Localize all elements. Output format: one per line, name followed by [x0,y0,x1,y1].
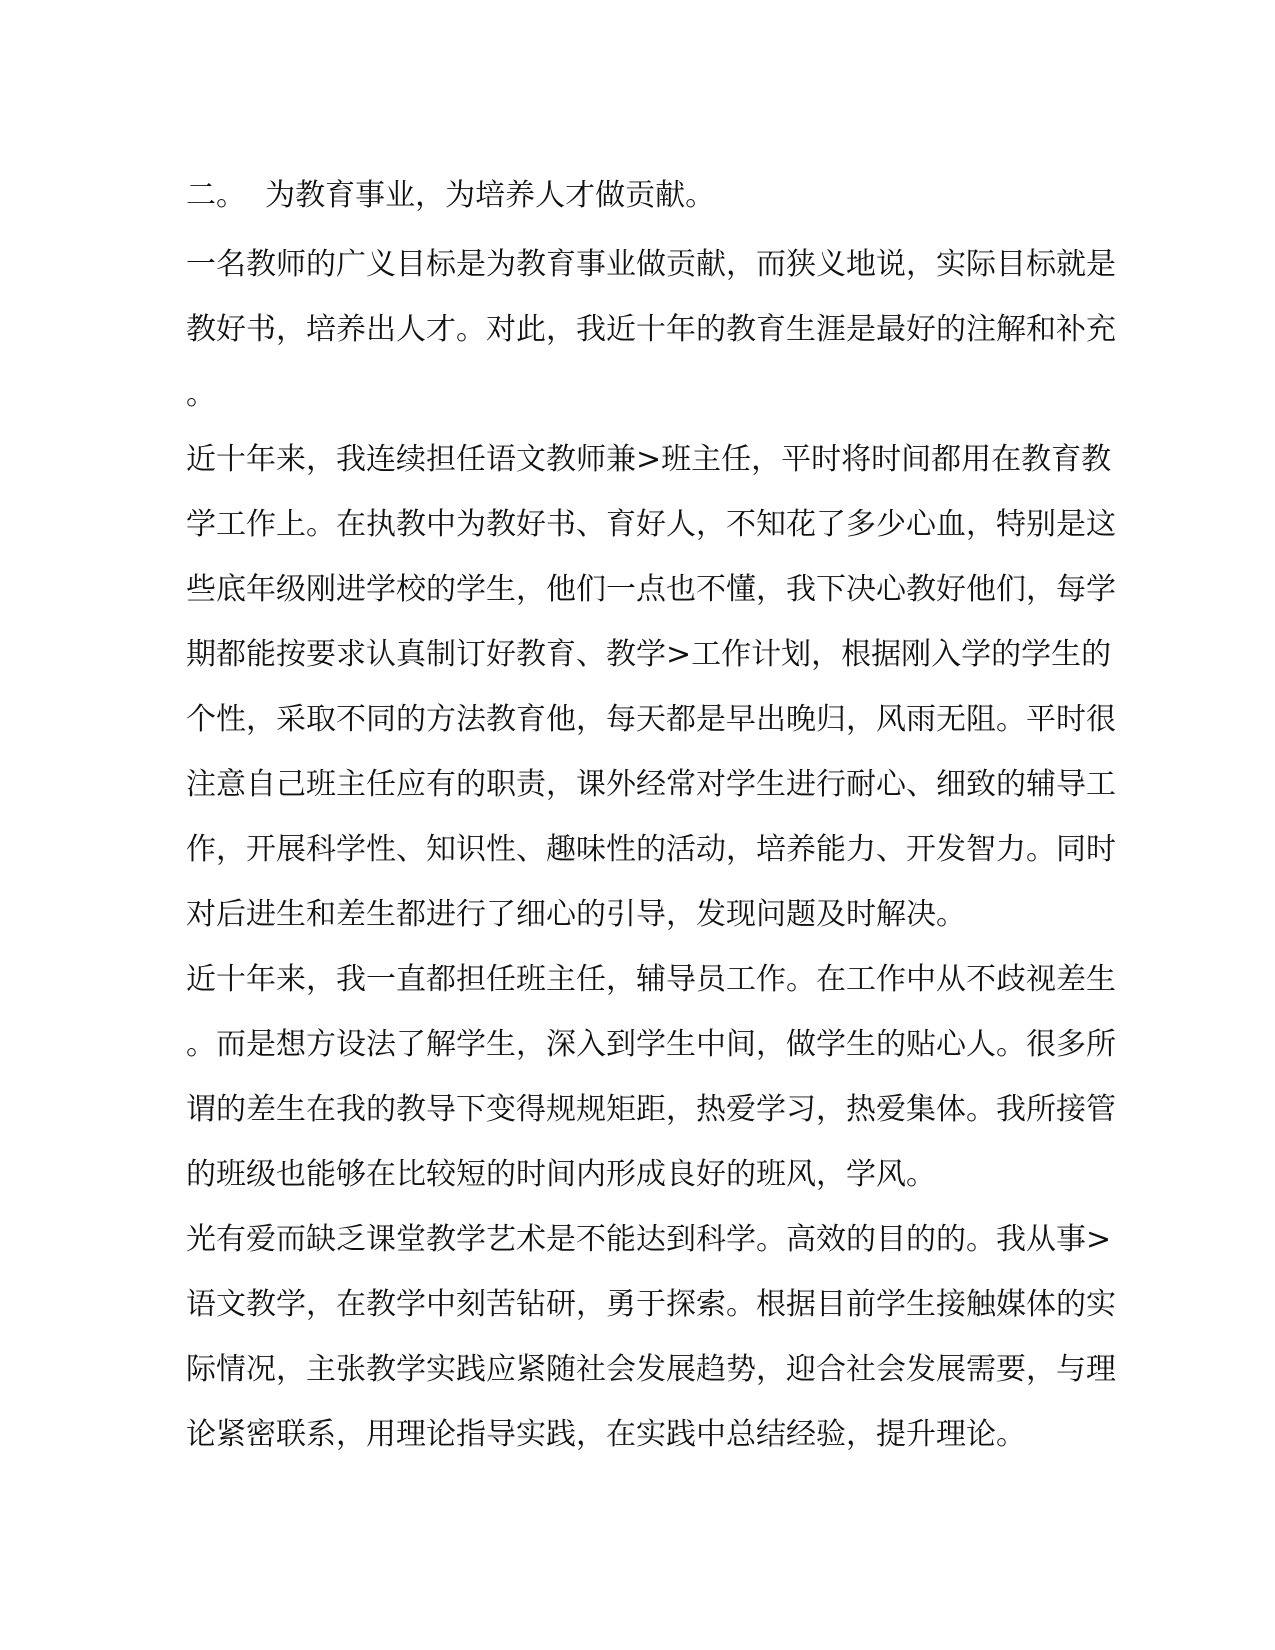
text-line: 期都能按要求认真制订好教育、教学>工作计划，根据刚入学的学生的 [186,637,1112,672]
text-line: 的班级也能够在比较短的时间内形成良好的班风，学风。 [186,1157,936,1192]
text-line: 。而是想方设法了解学生，深入到学生中间，做学生的贴心人。很多所 [186,1027,1116,1062]
text-line: 近十年来，我连续担任语文教师兼>班主任，平时将时间都用在教育教 [186,442,1112,477]
section-heading: 二。 为教育事业，为培养人才做贡献。 [186,178,716,213]
text-line: 教好书，培养出人才。对此，我近十年的教育生涯是最好的注解和补充 [186,312,1116,347]
text-line: 语文教学，在教学中刻苦钻研，勇于探索。根据目前学生接触媒体的实 [186,1287,1116,1322]
text-line: 学工作上。在执教中为教好书、育好人，不知花了多少心血，特别是这 [186,507,1116,542]
text-line: 光有爱而缺乏课堂教学艺术是不能达到科学。高效的目的的。我从事> [186,1222,1112,1257]
text-line: 些底年级刚进学校的学生，他们一点也不懂，我下决心教好他们，每学 [186,572,1116,607]
text-line: 个性，采取不同的方法教育他，每天都是早出晚归，风雨无阻。平时很 [186,702,1116,737]
text-line: 近十年来，我一直都担任班主任，辅导员工作。在工作中从不歧视差生 [186,962,1116,997]
text-line: 一名教师的广义目标是为教育事业做贡献，而狭义地说，实际目标就是 [186,247,1116,282]
text-line: 论紧密联系，用理论指导实践，在实践中总结经验，提升理论。 [186,1417,1026,1452]
text-line: 谓的差生在我的教导下变得规规矩距，热爱学习，热爱集体。我所接管 [186,1092,1116,1127]
text-line: 对后进生和差生都进行了细心的引导，发现问题及时解决。 [186,897,966,932]
body-text [186,163,1116,1467]
text-line: 注意自己班主任应有的职责，课外经常对学生进行耐心、细致的辅导工 [186,767,1116,802]
text-line: 作，开展科学性、知识性、趣味性的活动，培养能力、开发智力。同时 [186,832,1116,867]
text-line: 际情况，主张教学实践应紧随社会发展趋势，迎合社会发展需要，与理 [186,1352,1116,1387]
text-line: 。 [186,377,216,412]
